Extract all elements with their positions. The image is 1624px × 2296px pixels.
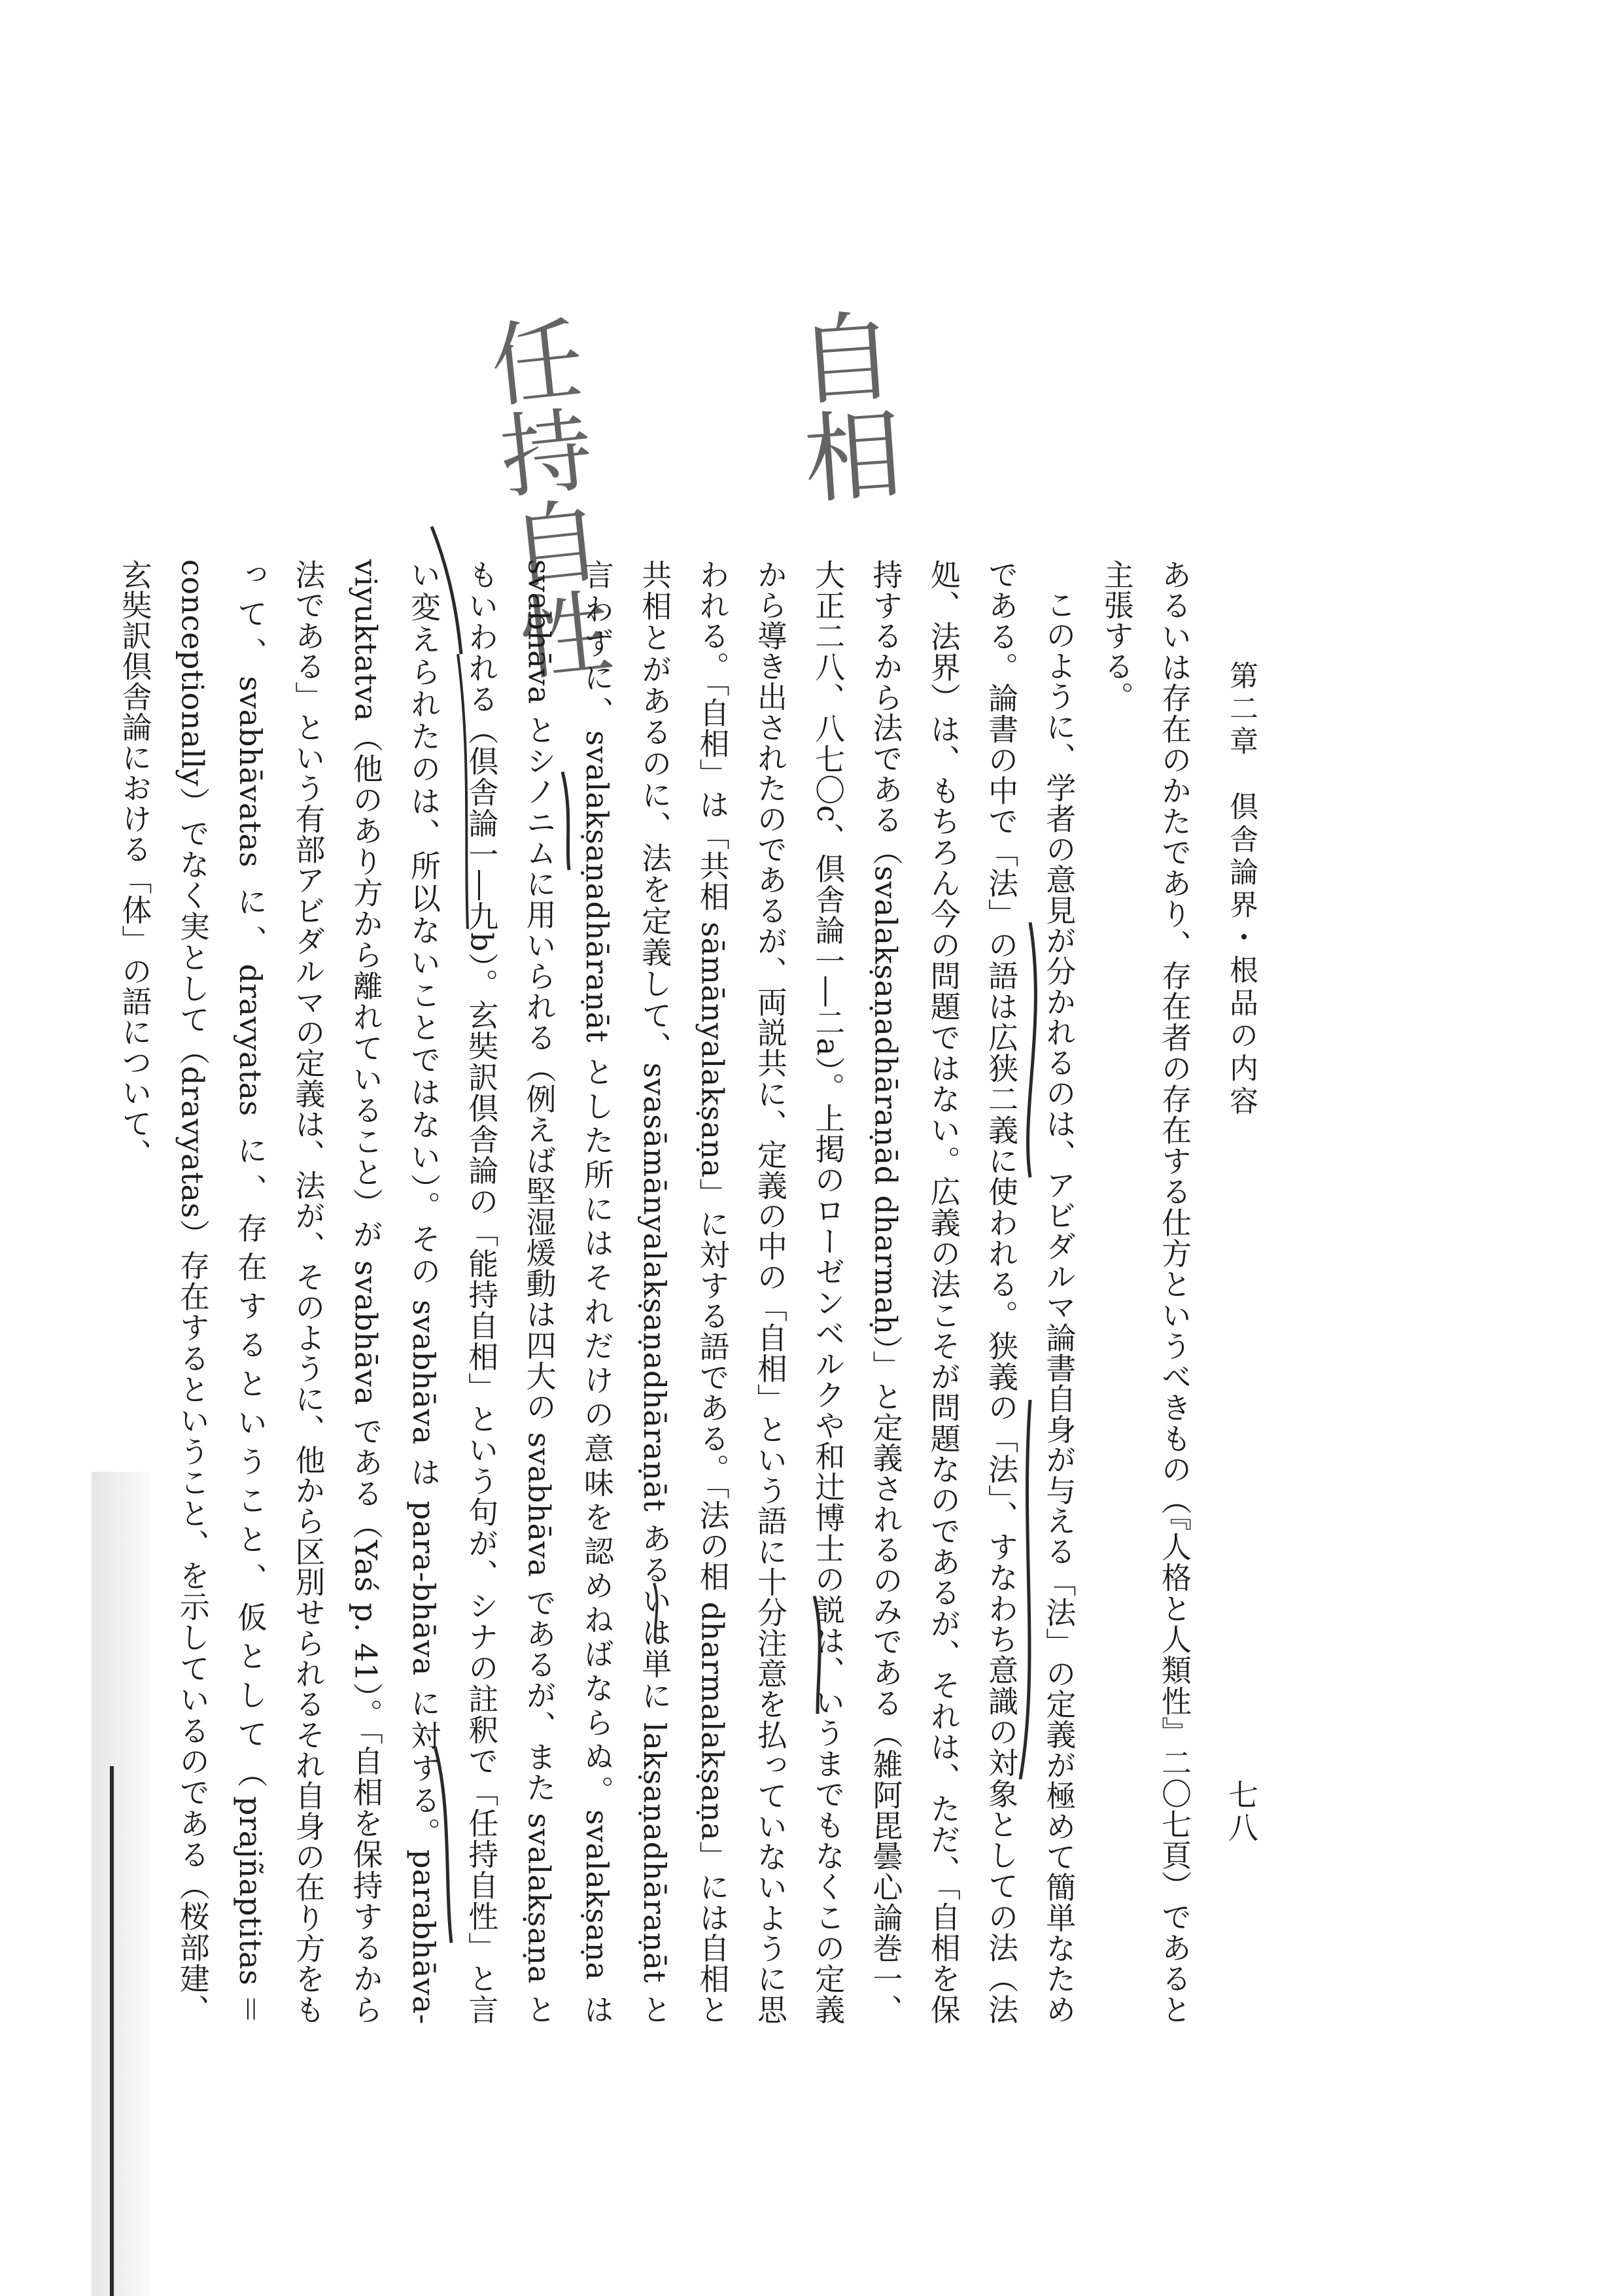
- handwritten-note-left: 任持自性: [471, 309, 615, 685]
- handwritten-note-right: 自相: [776, 304, 905, 508]
- body-text-column: [117, 559, 1203, 2025]
- running-header-chapter-title: 第二章 倶舎論界・根品の内容: [1224, 661, 1258, 1119]
- paragraph-2: このように、学者の意見が分かれるのは、アビダルマ論書自身が与える「法」の定義が極めて簡単なためである。論書の中で「法」の語は広狭二義に使われる。狭義の「法」、すなわち意識の対象としての法（法処、法界）は、もちろん今の問題ではない。広義の法こそが問題なのであるが、それは、ただ、「自相を保持するから法である（svalakṣaṇadhāraṇād dharmaḥ）」と定義されるのみである（雑阿毘曇心論巻一、大正二八、八七〇c、倶舎論一―二a）。上掲のローゼンベルクや和辻博士の説は、いうまでもなくこの定義から導き出されたのであるが、両説共に、定義の中の「自相」という語に十分注意を払っていないように思われる。「自相」は「共相 sāmānyalakṣaṇa」に対する語である。「法の相 dharmalakṣaṇa」には自相と共相とがあるのに、法を定義して、svasāmānyalakṣaṇadhāraṇāt あるいは単に lakṣaṇadhāraṇāt と言わずに、svalakṣaṇadhāraṇāt とした所にはそれだけの意味を認めねばならぬ。svalakṣaṇa は svabhāva とシノニムに用いられる（例えば堅湿煖動は四大の svabhāva であるが、また svalakṣaṇa ともいわれる（倶舎論一―九b）。玄奘訳倶舎論の「能持自相」という句が、シナの註釈で「任持自性」と言い変えられたのは、所以ないことではない）。その svabhāva は para-bhāva に対する。parabhāva-viyuktatva（他のあり方から離れていること）が svabhāva である（Yaś p. 41）。「自相を保持するから法である」という有部アビダルマの定義は、法が、そのように、他から区別せられるそれ自身の在り方をもって、svabhāvatas に、dravyatas に、存在するということ、仮として（prajñaptitas＝conceptionally）でなく実として（dravyatas）存在するということ、を示しているのである（桜部建、玄奘訳倶舎論における「体」の語について、: [117, 559, 1077, 2025]
- paragraph-1: あるいは存在のかたであり、存在者の存在する仕方というべきもの（『人格と人類性』二〇七頁）であると主張する。: [1099, 559, 1192, 2025]
- page-number: 七八: [1224, 1779, 1259, 1845]
